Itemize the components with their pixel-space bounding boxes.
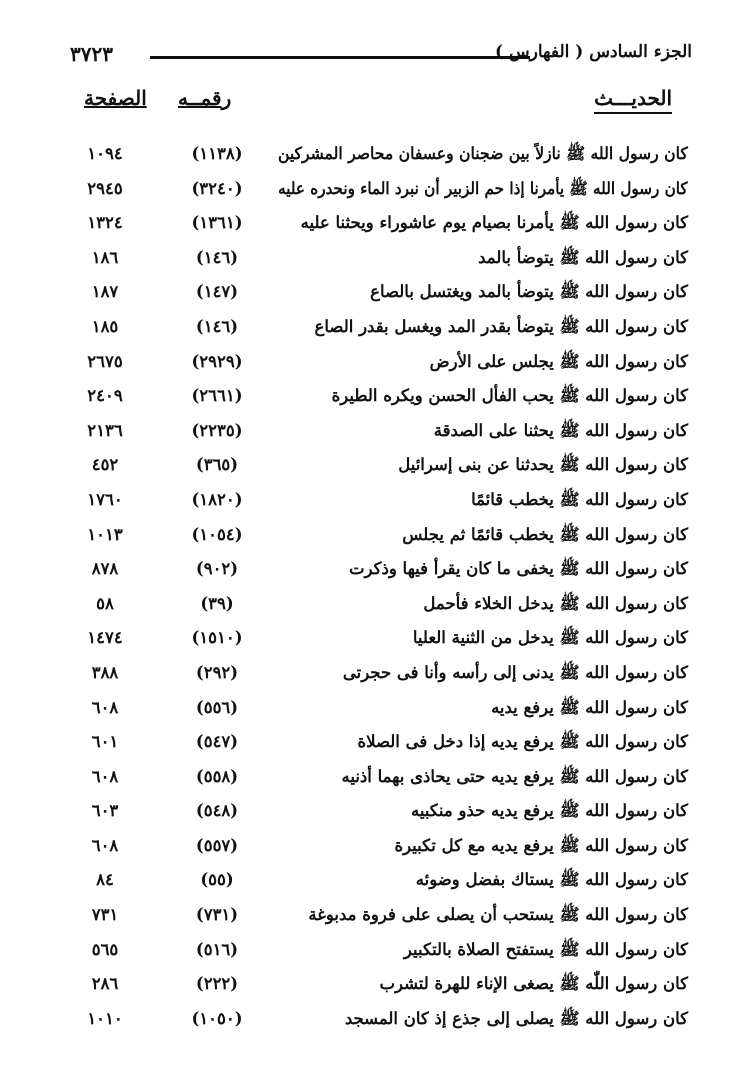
page-ref: ١٧٦٠ xyxy=(87,489,123,509)
index-row xyxy=(40,348,688,383)
index-row xyxy=(40,278,688,313)
index-row xyxy=(40,694,688,729)
hadith-number: (٥١٦) xyxy=(195,939,239,959)
hadith-text: كان رسول الله ﷺ يرفع يديه xyxy=(491,697,688,717)
page-ref: ٧٣١ xyxy=(91,905,119,925)
hadith-text: كان رسول الله ﷺ يحثنا على الصدقة xyxy=(433,420,688,440)
page-ref: ١٣٢٤ xyxy=(87,213,123,233)
page-number: ٣٧٢٣ xyxy=(70,42,113,66)
hadith-number: (٢٢٣٥) xyxy=(191,420,243,440)
hadith-text: كان رسول الله ﷺ يجلس على الأرض xyxy=(429,351,688,371)
hadith-text: كان رسول الله ﷺ يخطب قائمًا xyxy=(471,489,688,509)
column-header-number: رقمــه xyxy=(178,86,232,110)
index-row xyxy=(40,382,688,417)
page-ref: ٦٠٨ xyxy=(91,766,119,786)
hadith-number: (١٤٦) xyxy=(195,247,239,267)
index-row xyxy=(40,763,688,798)
hadith-text: كان رسول الله ﷺ يدخل من الثنية العليا xyxy=(412,628,688,648)
hadith-number: (١١٣٨) xyxy=(191,144,243,163)
hadith-text: كان رسول الله ﷺ يأمرنا إذا حم الزبير أن نبرد الماء ونحدره عليه xyxy=(278,178,688,198)
page-ref: ٤٥٢ xyxy=(91,455,119,475)
page-ref: ١٠١٣ xyxy=(87,524,123,544)
hadith-text: كان رسول الله ﷺ يستحب أن يصلى على فروة مدبوغة xyxy=(308,905,688,925)
page-ref: ٦٠٨ xyxy=(91,697,119,717)
index-row xyxy=(40,140,688,175)
page-ref: ٦٠٣ xyxy=(91,801,119,821)
index-row xyxy=(40,901,688,936)
hadith-number: (٩٠٢) xyxy=(195,559,239,579)
hadith-text: كان رسول الله ﷺ يرفع يديه مع كل تكبيرة xyxy=(394,835,688,855)
hadith-number: (٢٦٦١) xyxy=(191,386,243,406)
page-ref: ١٠٩٤ xyxy=(87,144,123,163)
hadith-text: كان رسول الله ﷺ يخفى ما كان يقرأ فيها وذكرت xyxy=(349,559,688,579)
index-list xyxy=(40,140,688,1039)
page-ref: ٢٨٦ xyxy=(91,974,119,994)
index-row xyxy=(40,417,688,452)
hadith-number: (٢٩٢) xyxy=(195,662,239,682)
index-row xyxy=(40,313,688,348)
index-row xyxy=(40,521,688,556)
page-ref: ١٠١٠ xyxy=(87,1008,123,1028)
page-ref: ٣٨٨ xyxy=(91,662,119,682)
page-ref: ٢٦٧٥ xyxy=(87,351,123,371)
hadith-text: كان رسول الله ﷺ يأمرنا بصيام يوم عاشوراء ويحثنا عليه xyxy=(300,213,688,233)
index-row xyxy=(40,175,688,210)
page-ref: ٥٦٥ xyxy=(91,939,119,959)
hadith-number: (٥٥٦) xyxy=(195,697,239,717)
hadith-text: كان رسول الله ﷺ يتوضأ بقدر المد ويغسل بقدر الصاع xyxy=(314,316,688,336)
hadith-text: كان رسول الله ﷺ يخطب قائمًا ثم يجلس xyxy=(402,524,688,544)
index-row xyxy=(40,624,688,659)
header-rule xyxy=(150,56,530,59)
index-row xyxy=(40,832,688,867)
hadith-number: (٥٥٨) xyxy=(195,766,239,786)
page-header xyxy=(70,42,692,76)
index-row xyxy=(40,728,688,763)
hadith-text: كان رسول الله ﷺ يرفع يديه حذو منكبيه xyxy=(411,801,688,821)
index-row xyxy=(40,590,688,625)
page-ref: ٢٤٠٩ xyxy=(87,386,123,406)
page-ref: ١٨٥ xyxy=(91,316,119,336)
hadith-number: (١٠٥٠) xyxy=(191,1008,243,1028)
hadith-text: كان رسول الله ﷺ يستاك بفضل وضوئه xyxy=(415,870,688,890)
index-row xyxy=(40,866,688,901)
hadith-number: (١٥١٠) xyxy=(191,628,243,648)
hadith-text: كان رسول الله ﷺ يرفع يديه إذا دخل فى الصلاة xyxy=(357,732,688,752)
hadith-text: كان رسول الله ﷺ يتوضأ بالمد ويغتسل بالصاع xyxy=(370,282,688,302)
hadith-text: كان رسول الله ﷺ يدنى إلى رأسه وأنا فى حجرتى xyxy=(342,662,688,682)
hadith-number: (١٤٧) xyxy=(195,282,239,302)
hadith-number: (٥٥) xyxy=(200,870,234,890)
hadith-number: (٥٥٧) xyxy=(195,835,239,855)
index-row xyxy=(40,1005,688,1040)
hadith-number: (٢٩٢٩) xyxy=(191,351,243,371)
index-row xyxy=(40,244,688,279)
page-ref: ٢١٣٦ xyxy=(87,420,123,440)
hadith-text: كان رسول الله ﷺ يتوضأ بالمد xyxy=(478,247,688,267)
hadith-text: كان رسول الله ﷺ يرفع يديه حتى يحاذى بهما أذنيه xyxy=(341,766,688,786)
index-row xyxy=(40,486,688,521)
page-ref: ١٤٧٤ xyxy=(87,628,123,648)
hadith-number: (٣٢٤٠) xyxy=(191,178,243,198)
hadith-text: كان رسول اللّٰه ﷺ يصغى الإناء للهرة لتشرب xyxy=(379,974,688,994)
hadith-number: (١٨٢٠) xyxy=(191,489,243,509)
hadith-text: كان رسول الله ﷺ يحب الفأل الحسن ويكره الطيرة xyxy=(331,386,688,406)
hadith-number: (٧٣١) xyxy=(195,905,239,925)
hadith-number: (١٠٥٤) xyxy=(191,524,243,544)
hadith-text: كان رسول الله ﷺ يدخل الخلاء فأحمل xyxy=(423,593,688,613)
page-ref: ٨٧٨ xyxy=(91,559,119,579)
hadith-number: (١٣٦١) xyxy=(191,213,243,233)
page-ref: ٢٩٤٥ xyxy=(87,178,123,198)
page-ref: ٨٤ xyxy=(96,870,114,890)
hadith-number: (٢٢٢) xyxy=(195,974,239,994)
hadith-text: كان رسول الله ﷺ يستفتح الصلاة بالتكبير xyxy=(403,939,688,959)
running-title: الجزء السادس ( الفهارس ) xyxy=(494,42,692,62)
column-header-page: الصفحة xyxy=(84,86,147,110)
hadith-number: (٣٩) xyxy=(200,593,234,613)
index-row xyxy=(40,451,688,486)
hadith-text: كان رسول الله ﷺ يحدثنا عن بنى إسرائيل xyxy=(398,455,688,475)
hadith-number: (١٤٦) xyxy=(195,316,239,336)
column-header-hadith: الحديـــث xyxy=(594,86,672,114)
hadith-number: (٥٤٨) xyxy=(195,801,239,821)
page-ref: ١٨٦ xyxy=(91,247,119,267)
hadith-number: (٥٤٧) xyxy=(195,732,239,752)
index-row xyxy=(40,555,688,590)
hadith-number: (٣٦٥) xyxy=(195,455,239,475)
hadith-text: كان رسول الله ﷺ نازلاً بين ضجنان وعسفان محاصر المشركين xyxy=(278,144,688,163)
page-ref: ٦٠٨ xyxy=(91,835,119,855)
page-ref: ٦٠١ xyxy=(91,732,119,752)
index-row xyxy=(40,659,688,694)
index-row xyxy=(40,797,688,832)
index-row xyxy=(40,970,688,1005)
page-ref: ٥٨ xyxy=(96,593,114,613)
page-ref: ١٨٧ xyxy=(91,282,119,302)
index-row xyxy=(40,209,688,244)
index-row xyxy=(40,936,688,971)
hadith-text: كان رسول الله ﷺ يصلى إلى جذع إذ كان المسجد xyxy=(344,1008,688,1028)
